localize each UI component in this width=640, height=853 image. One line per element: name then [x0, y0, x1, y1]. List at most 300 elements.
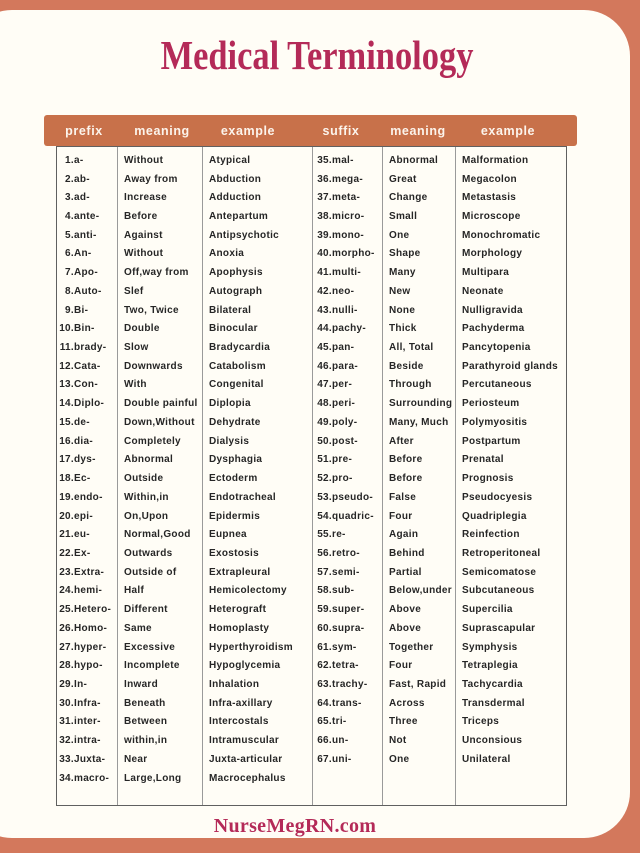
- table-row: [57, 638, 312, 657]
- term-text: multi-: [332, 267, 362, 279]
- example-cell: Dysphagia: [209, 454, 263, 466]
- prefix-cell: [57, 155, 117, 166]
- term-text: Infra-: [74, 697, 101, 709]
- table-row: [313, 245, 566, 264]
- meaning-cell: Thick: [389, 323, 417, 335]
- suffix-cell: [313, 192, 382, 203]
- table-row: [57, 563, 312, 582]
- prefix-cell: [57, 454, 117, 465]
- table-row: [57, 282, 312, 301]
- prefix-cell: [57, 342, 117, 353]
- term-text: retro-: [332, 547, 360, 559]
- table-row: [57, 769, 312, 788]
- prefix-cell: [57, 585, 117, 596]
- table-row: [313, 207, 566, 226]
- term-text: sym-: [332, 641, 357, 653]
- meaning-cell: One: [389, 229, 410, 241]
- meaning-cell: Double painful: [124, 398, 198, 410]
- prefix-cell: [57, 679, 117, 690]
- example-cell: Hyperthyroidism: [209, 641, 293, 653]
- term-text: macro-: [74, 772, 110, 784]
- row-number: 14.: [59, 398, 74, 410]
- meaning-cell: Partial: [389, 566, 422, 578]
- row-number: 47.: [317, 379, 332, 391]
- row-number: 60.: [317, 622, 332, 634]
- row-number: 48.: [317, 398, 332, 410]
- term-text: peri-: [332, 398, 356, 410]
- row-number: 19.: [59, 491, 74, 503]
- meaning-cell: Before: [389, 473, 423, 485]
- example-cell: Juxta-articular: [209, 753, 283, 765]
- meaning-cell: Below,under: [389, 585, 452, 597]
- table-row: [57, 245, 312, 264]
- prefix-cell: [57, 230, 117, 241]
- example-cell: Heterograft: [209, 604, 267, 616]
- row-number: 18.: [59, 473, 74, 485]
- example-cell: Prenatal: [462, 454, 504, 466]
- table-row: [57, 376, 312, 395]
- table-row: [57, 656, 312, 675]
- example-cell: Adduction: [209, 192, 262, 204]
- table-row: [57, 469, 312, 488]
- example-cell: Symphysis: [462, 641, 518, 653]
- term-text: per-: [332, 379, 353, 391]
- table-row: [313, 544, 566, 563]
- row-number: 44.: [317, 323, 332, 335]
- suffix-cell: [313, 267, 382, 278]
- term-text: Diplo-: [74, 398, 105, 410]
- row-number: 50.: [317, 435, 332, 447]
- prefix-table-half: [57, 151, 312, 787]
- row-number: 41.: [317, 267, 332, 279]
- suffix-cell: [313, 286, 382, 297]
- term-text: mono-: [332, 229, 365, 241]
- meaning-cell: Away from: [124, 173, 178, 185]
- table-row: [57, 432, 312, 451]
- prefix-cell: [57, 567, 117, 578]
- table-row: [313, 507, 566, 526]
- term-text: eu-: [74, 529, 90, 541]
- meaning-cell: Behind: [389, 547, 425, 559]
- prefix-cell: [57, 286, 117, 297]
- term-text: ab-: [74, 173, 90, 185]
- term-text: semi-: [332, 566, 360, 578]
- meaning-cell: New: [389, 285, 411, 297]
- row-number: 13.: [59, 379, 74, 391]
- term-text: morpho-: [332, 248, 375, 260]
- row-number: 3.: [65, 192, 74, 204]
- prefix-cell: [57, 642, 117, 653]
- term-text: post-: [332, 435, 358, 447]
- suffix-cell: [313, 567, 382, 578]
- footer-website: NurseMegRN.com: [213, 815, 377, 837]
- row-number: 17.: [59, 454, 74, 466]
- suffix-table-half: [313, 151, 566, 769]
- suffix-cell: [313, 379, 382, 390]
- term-text: trachy-: [332, 678, 368, 690]
- suffix-cell: [313, 548, 382, 559]
- term-text: sub-: [332, 585, 355, 597]
- table-row: [57, 413, 312, 432]
- suffix-cell: [313, 436, 382, 447]
- row-number: 40.: [317, 248, 332, 260]
- meaning-cell: Increase: [124, 192, 167, 204]
- table-row: [57, 507, 312, 526]
- example-cell: Atypical: [209, 154, 251, 166]
- meaning-cell: After: [389, 435, 414, 447]
- row-number: 5.: [65, 229, 74, 241]
- row-number: 39.: [317, 229, 332, 241]
- table-row: [57, 207, 312, 226]
- term-text: uni-: [332, 753, 352, 765]
- row-number: 49.: [317, 416, 332, 428]
- suffix-cell: [313, 361, 382, 372]
- row-number: 33.: [59, 753, 74, 765]
- meaning-cell: Outside: [124, 473, 164, 485]
- row-number: 26.: [59, 622, 74, 634]
- meaning-cell: Outside of: [124, 566, 177, 578]
- table-row: [313, 357, 566, 376]
- suffix-cell: [313, 585, 382, 596]
- example-cell: Pancytopenia: [462, 342, 531, 354]
- term-text: hemi-: [74, 585, 103, 597]
- example-cell: Inhalation: [209, 678, 260, 690]
- prefix-cell: [57, 248, 117, 259]
- meaning-cell: Incomplete: [124, 660, 180, 672]
- meaning-cell: Downwards: [124, 360, 183, 372]
- table-row: [313, 376, 566, 395]
- row-number: 30.: [59, 697, 74, 709]
- suffix-cell: [313, 417, 382, 428]
- term-text: Apo-: [74, 267, 98, 279]
- example-cell: Congenital: [209, 379, 264, 391]
- term-text: Juxta-: [74, 753, 106, 765]
- term-text: super-: [332, 604, 365, 616]
- table-row: [313, 713, 566, 732]
- suffix-cell: [313, 642, 382, 653]
- row-number: 54.: [317, 510, 332, 522]
- meaning-cell: Again: [389, 529, 419, 541]
- row-number: 38.: [317, 211, 332, 223]
- row-number: 25.: [59, 604, 74, 616]
- term-text: Homo-: [74, 622, 108, 634]
- suffix-cell: [313, 492, 382, 503]
- prefix-cell: [57, 716, 117, 727]
- example-cell: Metastasis: [462, 192, 517, 204]
- row-number: 53.: [317, 491, 332, 503]
- terminology-table: [56, 146, 567, 806]
- meaning-cell: Beneath: [124, 697, 166, 709]
- example-cell: Homoplasty: [209, 622, 270, 634]
- term-text: Cata-: [74, 360, 101, 372]
- table-row: [57, 170, 312, 189]
- prefix-cell: [57, 660, 117, 671]
- example-cell: Triceps: [462, 716, 500, 728]
- term-text: Ex-: [74, 547, 91, 559]
- meaning-cell: Off,way from: [124, 267, 189, 279]
- suffix-cell: [313, 155, 382, 166]
- example-cell: Unconsious: [462, 735, 523, 747]
- row-number: 65.: [317, 716, 332, 728]
- column-header-example: example: [220, 123, 276, 138]
- prefix-cell: [57, 361, 117, 372]
- term-text: meta-: [332, 192, 361, 204]
- term-text: mega-: [332, 173, 363, 185]
- term-text: Ec-: [74, 473, 91, 485]
- table-row: [57, 750, 312, 769]
- row-number: 57.: [317, 566, 332, 578]
- row-number: 43.: [317, 304, 332, 316]
- row-number: 61.: [317, 641, 332, 653]
- prefix-cell: [57, 623, 117, 634]
- table-row: [57, 394, 312, 413]
- meaning-cell: Between: [124, 716, 168, 728]
- suffix-cell: [313, 473, 382, 484]
- example-cell: Semicomatose: [462, 566, 537, 578]
- example-cell: Abduction: [209, 173, 262, 185]
- example-cell: Antepartum: [209, 211, 269, 223]
- example-cell: Ectoderm: [209, 473, 258, 485]
- table-row: [57, 582, 312, 601]
- example-cell: Bradycardia: [209, 342, 271, 354]
- column-header-prefix: prefix: [65, 123, 103, 138]
- meaning-cell: Beside: [389, 360, 424, 372]
- term-text: anti-: [74, 229, 97, 241]
- table-row: [313, 563, 566, 582]
- table-row: [313, 469, 566, 488]
- table-header-band: [44, 115, 577, 146]
- suffix-cell: [313, 698, 382, 709]
- table-row: [313, 694, 566, 713]
- row-number: 58.: [317, 585, 332, 597]
- table-row: [313, 582, 566, 601]
- term-text: a-: [74, 154, 84, 166]
- row-number: 64.: [317, 697, 332, 709]
- meaning-cell: Large,Long: [124, 772, 182, 784]
- example-cell: Intramuscular: [209, 735, 280, 747]
- prefix-cell: [57, 754, 117, 765]
- meaning-cell: Same: [124, 622, 152, 634]
- suffix-cell: [313, 716, 382, 727]
- meaning-cell: Abnormal: [389, 154, 439, 166]
- example-cell: Prognosis: [462, 473, 514, 485]
- table-row: [313, 656, 566, 675]
- meaning-cell: On,Upon: [124, 510, 169, 522]
- meaning-cell: Above: [389, 622, 422, 634]
- table-row: [57, 600, 312, 619]
- example-cell: Transdermal: [462, 697, 525, 709]
- row-number: 66.: [317, 735, 332, 747]
- table-row: [57, 357, 312, 376]
- example-cell: Tachycardia: [462, 678, 523, 690]
- table-row: [313, 170, 566, 189]
- meaning-cell: Slef: [124, 285, 144, 297]
- term-text: Bin-: [74, 323, 95, 335]
- suffix-cell: [313, 323, 382, 334]
- meaning-cell: Fast, Rapid: [389, 678, 447, 690]
- suffix-cell: [313, 511, 382, 522]
- meaning-cell: Half: [124, 585, 145, 597]
- term-text: An-: [74, 248, 92, 260]
- table-row: [57, 451, 312, 470]
- term-text: pan-: [332, 342, 355, 354]
- example-cell: Macrocephalus: [209, 772, 286, 784]
- row-number: 34.: [59, 772, 74, 784]
- term-text: poly-: [332, 416, 358, 428]
- example-cell: Unilateral: [462, 753, 511, 765]
- prefix-cell: [57, 735, 117, 746]
- term-text: tetra-: [332, 660, 359, 672]
- example-cell: Megacolon: [462, 173, 517, 185]
- table-row: [313, 282, 566, 301]
- meaning-cell: Before: [124, 211, 158, 223]
- meaning-cell: With: [124, 379, 147, 391]
- meaning-cell: Above: [389, 604, 422, 616]
- term-text: hyper-: [74, 641, 107, 653]
- meaning-cell: Surrounding: [389, 398, 453, 410]
- prefix-cell: [57, 529, 117, 540]
- row-number: 59.: [317, 604, 332, 616]
- term-text: pseudo-: [332, 491, 373, 503]
- meaning-cell: Four: [389, 660, 413, 672]
- prefix-cell: [57, 548, 117, 559]
- term-text: quadric-: [332, 510, 374, 522]
- meaning-cell: Not: [389, 735, 407, 747]
- meaning-cell: Excessive: [124, 641, 176, 653]
- meaning-cell: None: [389, 304, 416, 316]
- row-number: 27.: [59, 641, 74, 653]
- meaning-cell: Great: [389, 173, 417, 185]
- table-row: [57, 319, 312, 338]
- row-number: 2.: [65, 173, 74, 185]
- example-cell: Supercilia: [462, 604, 513, 616]
- term-text: trans-: [332, 697, 362, 709]
- table-row: [313, 394, 566, 413]
- example-cell: Eupnea: [209, 529, 247, 541]
- prefix-cell: [57, 174, 117, 185]
- example-cell: Intercostals: [209, 716, 269, 728]
- meaning-cell: One: [389, 753, 410, 765]
- prefix-cell: [57, 604, 117, 615]
- row-number: 9.: [65, 304, 74, 316]
- example-cell: Tetraplegia: [462, 660, 518, 672]
- row-number: 67.: [317, 753, 332, 765]
- meaning-cell: Four: [389, 510, 413, 522]
- term-text: supra-: [332, 622, 365, 634]
- meaning-cell: Abnormal: [124, 454, 174, 466]
- suffix-cell: [313, 529, 382, 540]
- example-cell: Bilateral: [209, 304, 252, 316]
- suffix-cell: [313, 454, 382, 465]
- suffix-cell: [313, 754, 382, 765]
- term-text: dia-: [74, 435, 93, 447]
- example-cell: Infra-axillary: [209, 697, 273, 709]
- table-row: [313, 525, 566, 544]
- example-cell: Apophysis: [209, 267, 263, 279]
- row-number: 16.: [59, 435, 74, 447]
- column-header-example2: example: [480, 123, 536, 138]
- meaning-cell: Through: [389, 379, 432, 391]
- row-number: 24.: [59, 585, 74, 597]
- example-cell: Pseudocyesis: [462, 491, 533, 503]
- suffix-cell: [313, 174, 382, 185]
- row-number: 35.: [317, 154, 332, 166]
- meaning-cell: Completely: [124, 435, 181, 447]
- prefix-cell: [57, 436, 117, 447]
- term-text: micro-: [332, 211, 365, 223]
- row-number: 56.: [317, 547, 332, 559]
- table-row: [57, 713, 312, 732]
- prefix-cell: [57, 398, 117, 409]
- example-cell: Nulligravida: [462, 304, 523, 316]
- meaning-cell: Before: [389, 454, 423, 466]
- example-cell: Parathyroid glands: [462, 360, 558, 372]
- meaning-cell: Outwards: [124, 547, 173, 559]
- table-row: [57, 301, 312, 320]
- table-row: [313, 226, 566, 245]
- meaning-cell: Down,Without: [124, 416, 195, 428]
- term-text: pachy-: [332, 323, 367, 335]
- suffix-cell: [313, 342, 382, 353]
- example-cell: Quadriplegia: [462, 510, 527, 522]
- example-cell: Percutaneous: [462, 379, 532, 391]
- meaning-cell: Two, Twice: [124, 304, 179, 316]
- example-cell: Extrapleural: [209, 566, 271, 578]
- example-cell: Dehydrate: [209, 416, 261, 428]
- prefix-cell: [57, 323, 117, 334]
- prefix-cell: [57, 211, 117, 222]
- table-row: [57, 338, 312, 357]
- column-header-meaning: meaning: [134, 123, 190, 138]
- example-cell: Periosteum: [462, 398, 520, 410]
- prefix-cell: [57, 192, 117, 203]
- table-row: [313, 301, 566, 320]
- term-text: re-: [332, 529, 346, 541]
- example-cell: Antipsychotic: [209, 229, 280, 241]
- term-text: hypo-: [74, 660, 103, 672]
- example-cell: Reinfection: [462, 529, 520, 541]
- suffix-cell: [313, 305, 382, 316]
- term-text: In-: [74, 678, 88, 690]
- meaning-cell: Many, Much: [389, 416, 449, 428]
- row-number: 28.: [59, 660, 74, 672]
- prefix-cell: [57, 492, 117, 503]
- term-text: ad-: [74, 192, 90, 204]
- meaning-cell: Across: [389, 697, 425, 709]
- row-number: 12.: [59, 360, 74, 372]
- example-cell: Morphology: [462, 248, 523, 260]
- row-number: 37.: [317, 192, 332, 204]
- prefix-cell: [57, 698, 117, 709]
- suffix-cell: [313, 623, 382, 634]
- table-row: [57, 488, 312, 507]
- table-row: [313, 151, 566, 170]
- row-number: 46.: [317, 360, 332, 372]
- example-cell: Hemicolectomy: [209, 585, 287, 597]
- table-row: [313, 675, 566, 694]
- suffix-cell: [313, 398, 382, 409]
- row-number: 51.: [317, 454, 332, 466]
- table-row: [313, 750, 566, 769]
- table-row: [313, 619, 566, 638]
- term-text: brady-: [74, 342, 107, 354]
- row-number: 36.: [317, 173, 332, 185]
- table-row: [57, 226, 312, 245]
- example-cell: Diplopia: [209, 398, 251, 410]
- term-text: ante-: [74, 211, 100, 223]
- meaning-cell: Inward: [124, 678, 159, 690]
- term-text: Bi-: [74, 304, 89, 316]
